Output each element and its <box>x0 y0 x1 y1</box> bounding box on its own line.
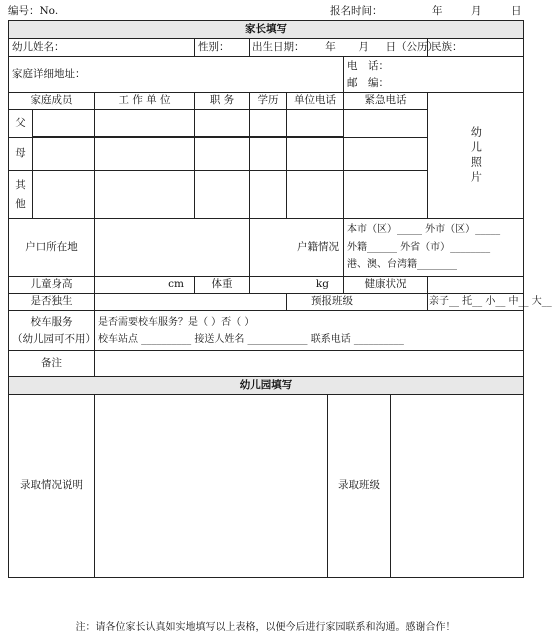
child-name-label: 幼儿姓名： <box>12 40 65 53</box>
other-label: 其他 <box>9 171 33 219</box>
mother-name[interactable] <box>33 138 95 171</box>
bus-label-1: 校车服务 <box>30 315 73 328</box>
apply-time-label: 报名时间： <box>330 5 383 17</box>
remarks-input[interactable] <box>95 351 524 377</box>
header-workplace: 工 作 单 位 <box>95 93 195 110</box>
address-label: 家庭详细地址： <box>12 67 86 80</box>
hukou-option-3: 港、澳、台湾籍________ <box>347 259 457 271</box>
parent-section-table <box>8 20 552 377</box>
admission-label: 录取情况说明 <box>9 395 95 578</box>
form-top-line <box>8 3 523 17</box>
birth-date-cell[interactable] <box>250 39 439 57</box>
mother-work-phone[interactable] <box>287 138 344 171</box>
child-photo-box[interactable] <box>428 93 524 219</box>
ethnicity-cell[interactable] <box>428 39 524 57</box>
photo-label: 幼儿照片 <box>469 125 483 186</box>
parent-section-title: 家长填写 <box>9 21 524 39</box>
admission-notes-input[interactable] <box>95 395 328 578</box>
other-work-phone[interactable] <box>287 171 344 219</box>
bus-service-options[interactable] <box>95 311 524 351</box>
phone-label: 电 话： <box>347 59 389 72</box>
postcode-label: 邮 编： <box>347 76 389 89</box>
height-input[interactable] <box>95 277 195 294</box>
bus-label-2: （幼儿园可不用） <box>12 332 96 345</box>
footer-note: 注：请各位家长认真如实地填写以上表格，以便今后进行家园联系和沟通。感谢合作！ <box>75 622 456 633</box>
hukou-location-input[interactable] <box>95 219 250 277</box>
kindergarten-section-title: 幼儿园填写 <box>9 377 524 395</box>
health-label: 健康状况 <box>344 277 428 294</box>
only-child-label: 是否独生 <box>9 294 95 311</box>
mother-position[interactable] <box>195 138 250 171</box>
birth-year: 年 <box>325 40 336 53</box>
hukou-status-options[interactable] <box>344 219 524 277</box>
hukou-label: 户口所在地 <box>9 219 95 277</box>
admitted-class-label: 录取班级 <box>328 395 391 578</box>
kindergarten-section-table <box>8 376 524 578</box>
gender-cell[interactable] <box>195 39 250 57</box>
address-cell[interactable] <box>9 57 344 93</box>
mother-label: 母 <box>9 138 33 171</box>
header-work-phone: 单位电话 <box>287 93 344 110</box>
birth-label: 出生日期： <box>252 40 305 53</box>
father-work-phone[interactable] <box>287 110 344 137</box>
mother-emergency-phone[interactable] <box>344 138 428 171</box>
apply-year: 年 <box>432 5 443 17</box>
gender-label: 性别： <box>198 40 230 53</box>
class-options[interactable]: 亲子__ 托__ 小__ 中__ 大__ <box>428 294 524 311</box>
other-emergency-phone[interactable] <box>344 171 428 219</box>
class-label: 预报班级 <box>287 294 428 311</box>
father-label: 父 <box>9 110 33 138</box>
father-position[interactable] <box>195 110 250 137</box>
father-name[interactable] <box>33 110 95 137</box>
birth-day: 日（公历） <box>385 40 439 53</box>
contact-cell[interactable] <box>344 57 524 93</box>
father-emergency-phone[interactable] <box>344 110 428 138</box>
other-name[interactable] <box>33 171 95 219</box>
other-workplace[interactable] <box>95 171 195 219</box>
serial-number-label: 编号：No. <box>8 5 59 17</box>
child-name-cell[interactable] <box>9 39 195 57</box>
apply-day: 日 <box>511 5 522 17</box>
mother-workplace[interactable] <box>95 138 195 171</box>
weight-unit: kg <box>315 278 329 291</box>
health-input[interactable] <box>428 277 524 294</box>
weight-label: 体重 <box>195 277 250 294</box>
header-position: 职 务 <box>195 93 250 110</box>
bus-question: 是否需要校车服务？是（ ）否（ ） <box>98 316 255 328</box>
height-unit: cm <box>168 278 184 291</box>
bus-service-label <box>9 311 95 351</box>
hukou-status-label: 户籍情况 <box>250 219 344 277</box>
only-child-input[interactable] <box>95 294 287 311</box>
header-family-member: 家庭成员 <box>9 93 95 110</box>
bus-stop-line: 校车站点 __________ 接送人姓名 ____________ 联系电话 __________ <box>98 333 404 345</box>
mother-education[interactable] <box>250 138 287 171</box>
father-workplace[interactable] <box>95 110 195 137</box>
weight-input[interactable] <box>250 277 344 294</box>
ethnicity-label: 民族： <box>431 40 463 53</box>
admitted-class-input[interactable] <box>391 395 524 578</box>
remarks-label: 备注 <box>9 351 95 377</box>
father-education[interactable] <box>250 110 287 137</box>
birth-month: 月 <box>358 40 369 53</box>
hukou-option-1: 本市（区）_____ 外市（区）_____ <box>347 224 501 236</box>
header-education: 学历 <box>250 93 287 110</box>
apply-month: 月 <box>471 5 482 17</box>
header-emergency-phone: 紧急电话 <box>344 93 428 110</box>
other-education[interactable] <box>250 171 287 219</box>
other-position[interactable] <box>195 171 250 219</box>
hukou-option-2: 外籍______ 外省（市）________ <box>347 241 491 253</box>
enrollment-form <box>8 20 552 578</box>
height-label: 儿童身高 <box>9 277 95 294</box>
